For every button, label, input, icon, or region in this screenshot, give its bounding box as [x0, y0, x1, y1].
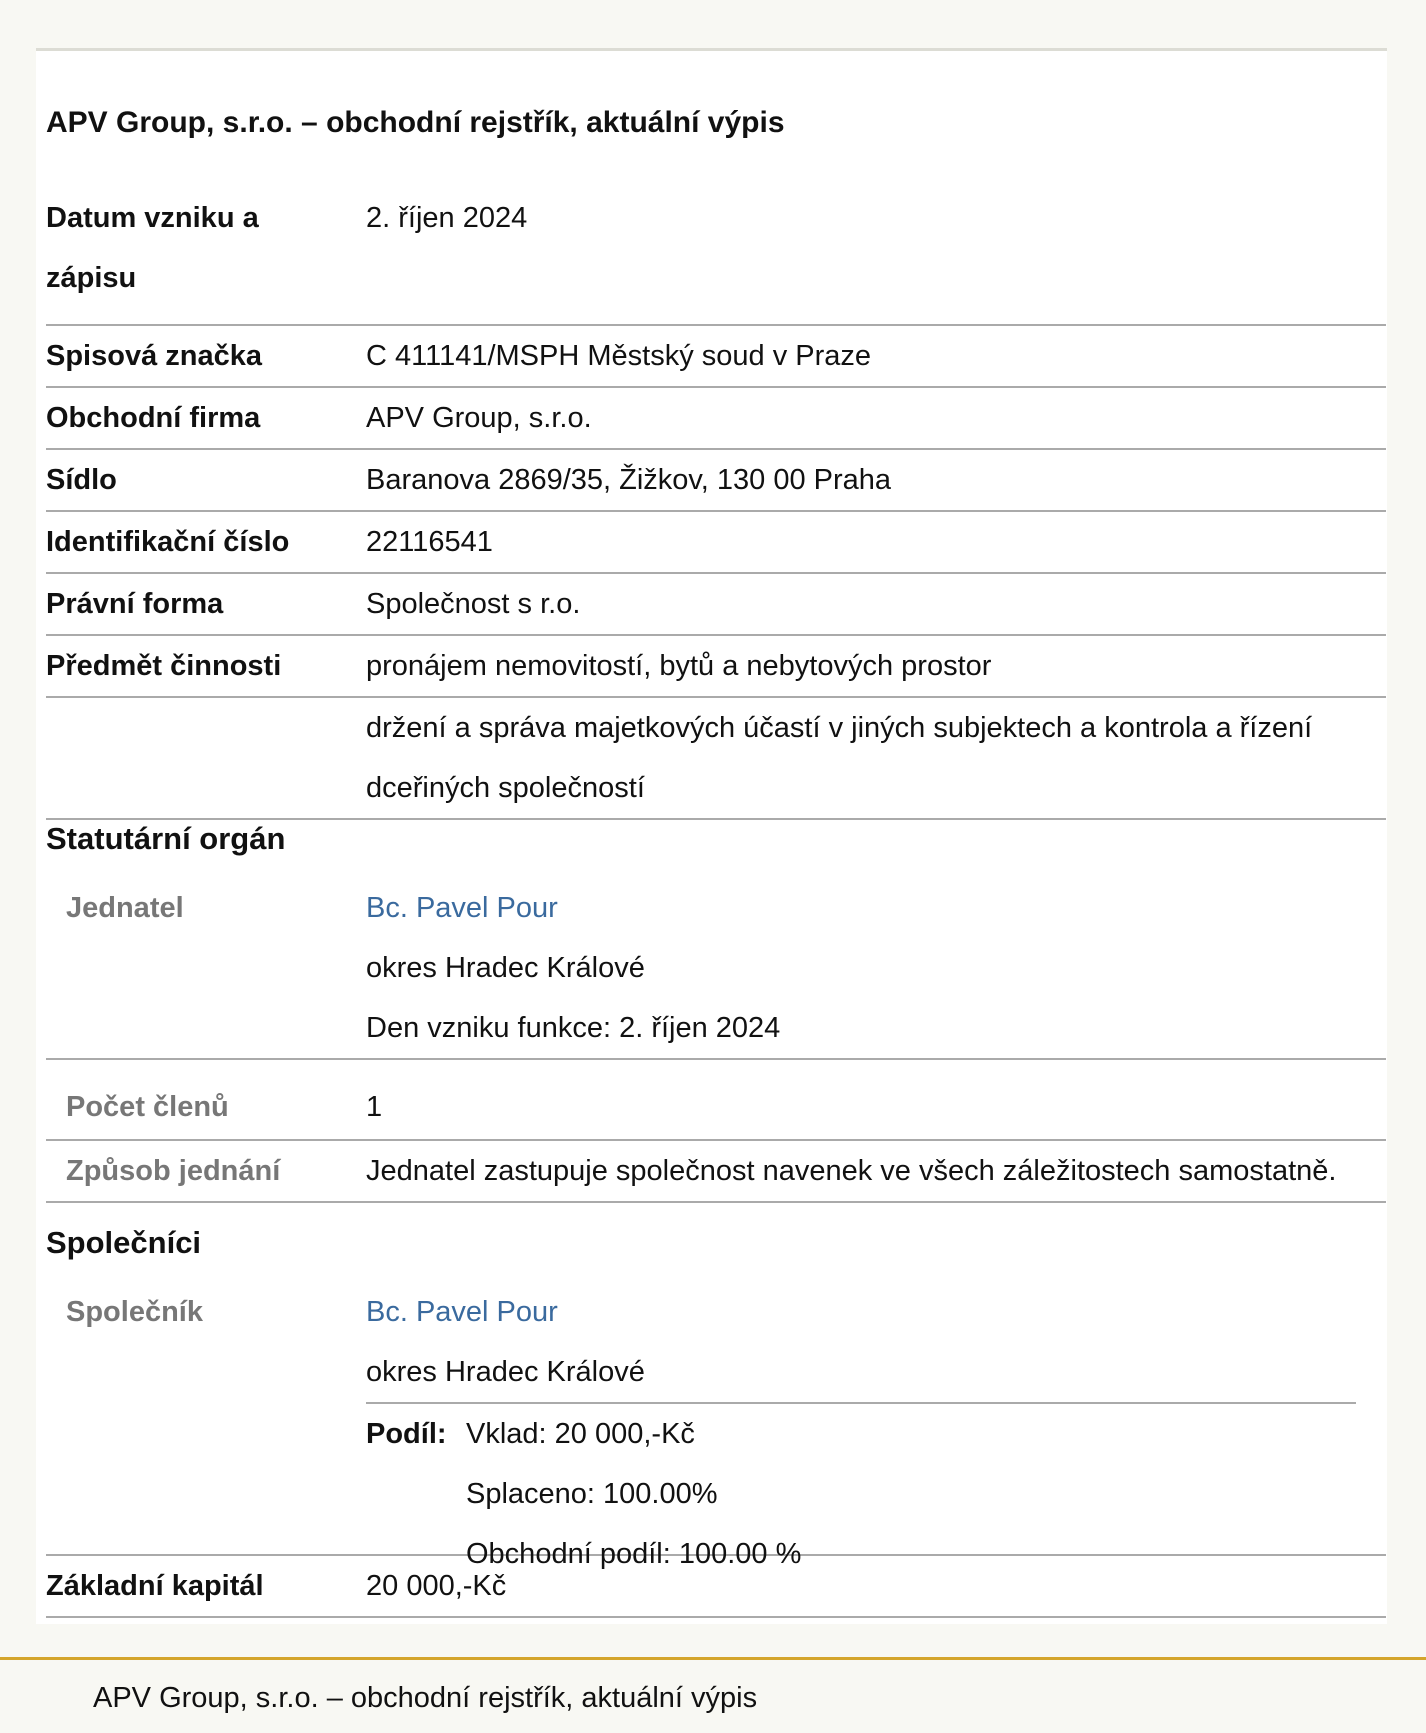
page-footer [0, 1657, 1426, 1733]
row-sidlo [46, 450, 1386, 512]
pocet-label: Počet členů [66, 1091, 229, 1123]
splaceno-value: Splaceno: 100.00% [466, 1478, 718, 1510]
row-predmet-cinnosti-2 [46, 698, 1386, 820]
section-statutarni-organ: Statutární orgán [46, 821, 286, 856]
row-zakladni-kapital [46, 1556, 1386, 1618]
predmet-value-2-line1: držení a správa majetkových účastí v jiných subjektech a kontrola a řízení [366, 712, 1313, 744]
datum-value: 2. říjen 2024 [366, 202, 528, 234]
sidlo-label: Sídlo [46, 464, 117, 496]
forma-value: Společnost s r.o. [366, 588, 581, 620]
row-datum-vzniku [46, 188, 1386, 326]
kapital-value: 20 000,-Kč [366, 1570, 507, 1602]
predmet-value-2-line2: dceřiných společností [366, 772, 645, 804]
spolecnik-okres: okres Hradec Králové [366, 1356, 645, 1388]
row-spolecnik [46, 1282, 1386, 1570]
ico-label: Identifikační číslo [46, 526, 290, 558]
jednatel-label: Jednatel [66, 892, 184, 924]
row-zpusob-jednani [46, 1141, 1386, 1203]
predmet-value-2 [366, 698, 1312, 818]
row-identifikacni-cislo [46, 512, 1386, 574]
pocet-value: 1 [366, 1091, 383, 1123]
spisova-label: Spisová značka [46, 340, 262, 372]
zpusob-label: Způsob jednání [66, 1155, 281, 1187]
predmet-label: Předmět činnosti [46, 650, 282, 682]
spolecnik-value [366, 1282, 645, 1402]
register-extract-card [36, 48, 1387, 1624]
kapital-label: Základní kapitál [46, 1570, 264, 1602]
page-title: APV Group, s.r.o. – obchodní rejstřík, aktuální výpis [46, 106, 785, 139]
row-pocet-clenu [46, 1077, 1386, 1141]
firma-label: Obchodní firma [46, 402, 261, 434]
jednatel-name-link[interactable]: Bc. Pavel Pour [366, 892, 558, 924]
jednatel-value [366, 878, 780, 1058]
spolecnik-name-link[interactable]: Bc. Pavel Pour [366, 1296, 558, 1328]
row-jednatel [46, 878, 1386, 1060]
jednatel-den-vzniku: Den vzniku funkce: 2. říjen 2024 [366, 1012, 781, 1044]
row-predmet-cinnosti [46, 636, 1386, 698]
datum-label-line1: Datum vzniku a [46, 202, 259, 234]
row-pravni-forma [46, 574, 1386, 636]
forma-label: Právní forma [46, 588, 224, 620]
footer-text: APV Group, s.r.o. – obchodní rejstřík, aktuální výpis [93, 1682, 758, 1714]
vklad-value: Vklad: 20 000,-Kč [466, 1418, 695, 1450]
datum-label-line2: zápisu [46, 262, 137, 294]
ico-value: 22116541 [366, 526, 493, 558]
zpusob-value: Jednatel zastupuje společnost navenek ve všech záležitostech samostatně. [366, 1155, 1337, 1187]
row-spisova-znacka [46, 326, 1386, 388]
podil-block [366, 1402, 1356, 1570]
spolecnik-label: Společník [66, 1296, 203, 1328]
row-obchodni-firma [46, 388, 1386, 450]
sidlo-value: Baranova 2869/35, Žižkov, 130 00 Praha [366, 464, 892, 496]
podil-label: Podíl: [366, 1418, 447, 1450]
jednatel-okres: okres Hradec Králové [366, 952, 645, 984]
firma-value: APV Group, s.r.o. [366, 402, 592, 434]
predmet-value-1: pronájem nemovitostí, bytů a nebytových prostor [366, 650, 992, 682]
section-spolecnici: Společníci [46, 1225, 202, 1260]
obchodni-podil-value: Obchodní podíl: 100.00 % [466, 1538, 802, 1570]
datum-label [46, 188, 259, 308]
spisova-value: C 411141/MSPH Městský soud v Praze [366, 340, 872, 372]
